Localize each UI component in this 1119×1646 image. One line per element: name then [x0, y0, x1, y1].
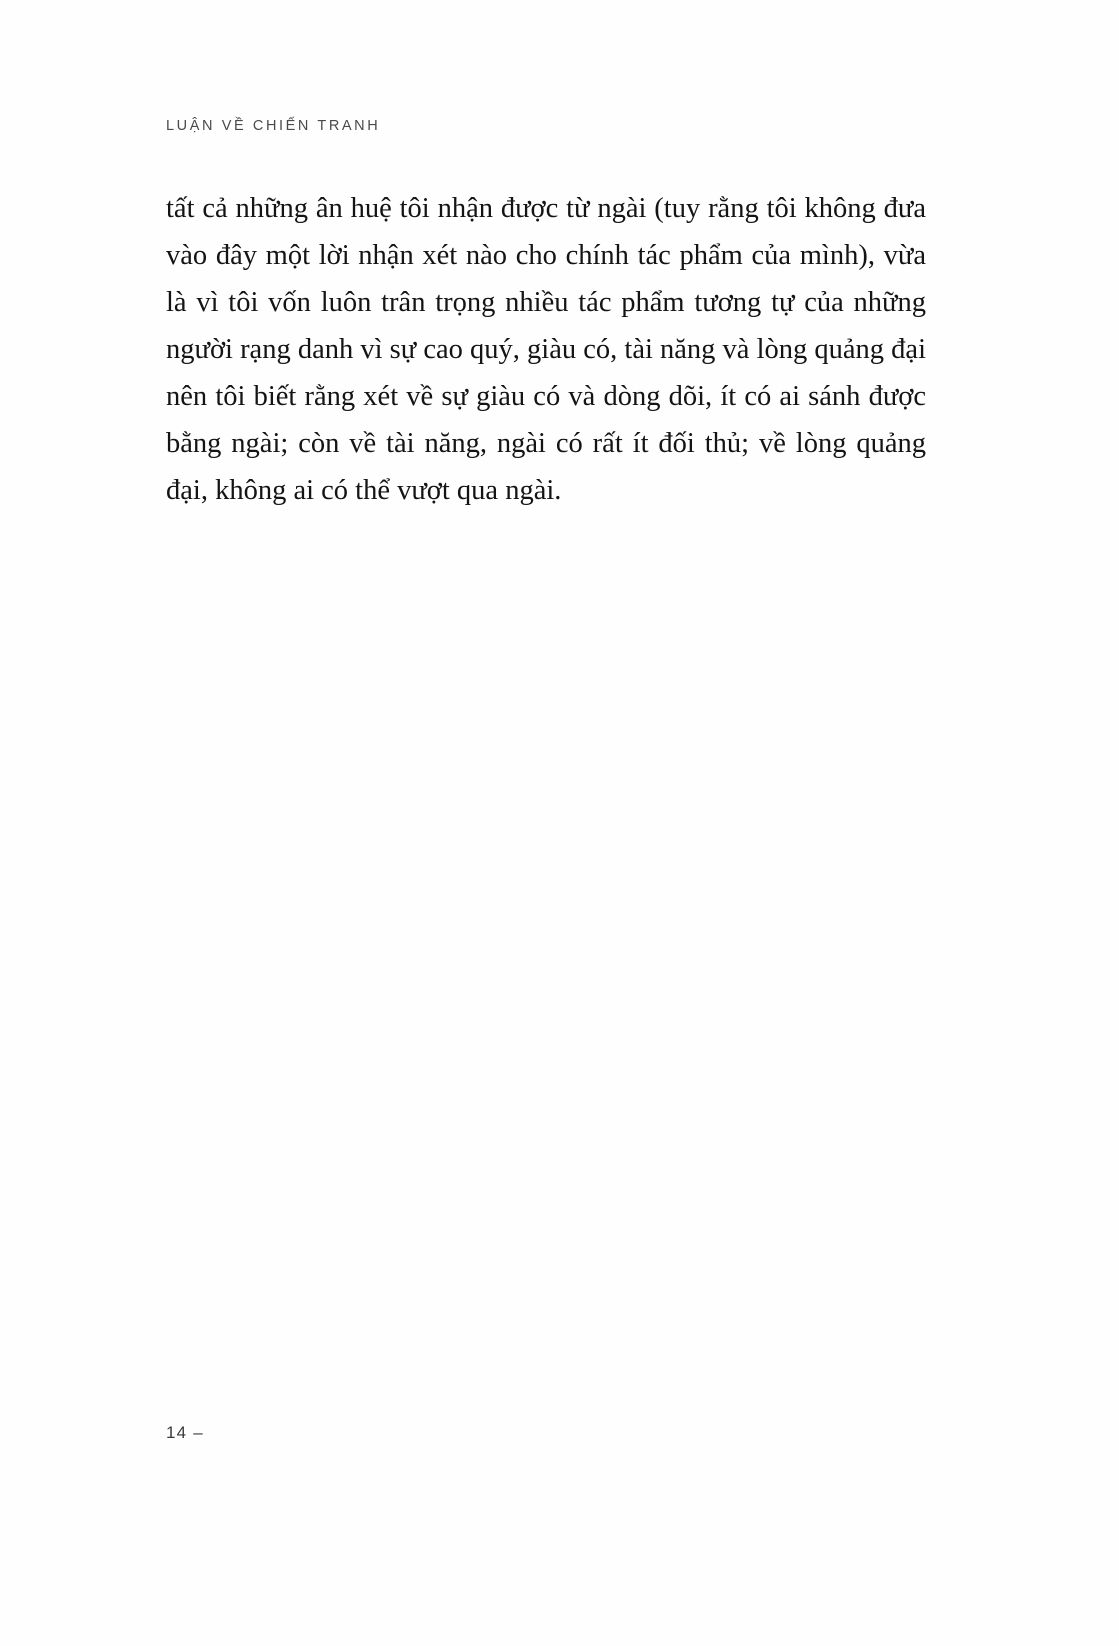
- page-number: 14 –: [166, 1423, 204, 1442]
- body-paragraph: tất cả những ân huệ tôi nhận được từ ngài (tuy rằng tôi không đưa vào đây một lời nhận xét nào cho chính tác phẩm của mình), vừa là vì tôi vốn luôn trân trọng nhiều tác phẩm tương tự của những người rạng danh vì sự cao quý, giàu có, tài năng và lòng quảng đại nên tôi biết rằng xét về sự giàu có và dòng dõi, ít có ai sánh được bằng ngài; còn về tài năng, ngài có rất ít đối thủ; về lòng quảng đại, không ai có thể vượt qua ngài.: [166, 193, 926, 506]
- body-text-block: [166, 185, 926, 514]
- running-head: LUẬN VỀ CHIẾN TRANH: [166, 118, 381, 134]
